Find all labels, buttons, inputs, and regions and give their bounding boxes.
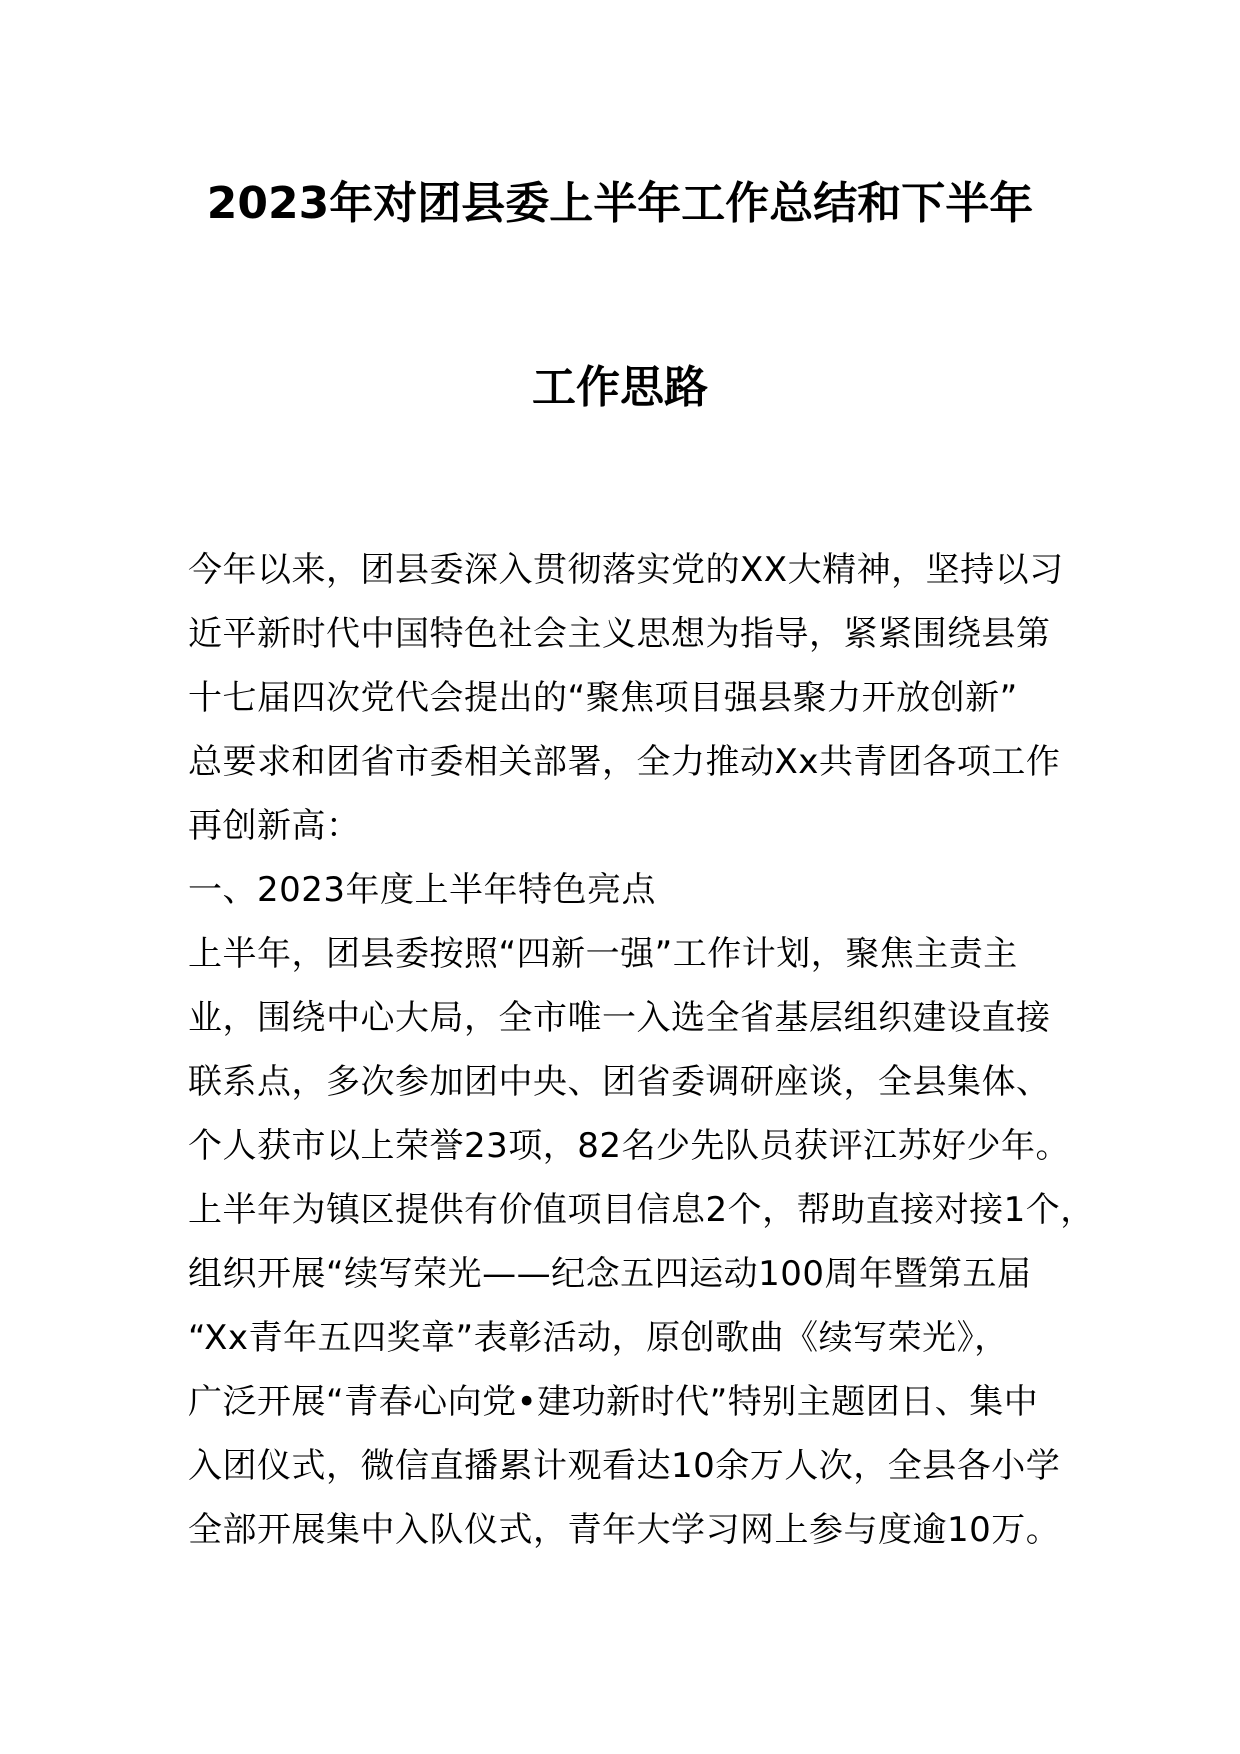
paragraph-line: 上半年为镇区提供有价值项目信息2个，帮助直接对接1个， [188, 1190, 1095, 1230]
paragraph-line: 十七届四次党代会提出的“聚焦项目强县聚力开放创新” [188, 678, 1018, 718]
paragraph-line: 再创新高： [188, 806, 361, 846]
document-title-line-1: 2023年对团县委上半年工作总结和下半年 [206, 178, 1034, 229]
paragraph-line: 业，围绕中心大局，全市唯一入选全省基层组织建设直接 [188, 998, 1051, 1038]
paragraph-line: 全部开展集中入队仪式，青年大学习网上参与度逾10万。 [188, 1510, 1061, 1550]
paragraph-line: 组织开展“续写荣光——纪念五四运动100周年暨第五届 [188, 1254, 1032, 1294]
paragraph-line: 广泛开展“青春心向党•建功新时代”特别主题团日、集中 [188, 1382, 1039, 1422]
paragraph-line: 入团仪式，微信直播累计观看达10余万人次，全县各小学 [188, 1446, 1061, 1486]
paragraph-line: 近平新时代中国特色社会主义思想为指导，紧紧围绕县第 [188, 614, 1051, 654]
paragraph-line: 联系点，多次参加团中央、团省委调研座谈，全县集体、 [188, 1062, 1051, 1102]
document-title-line-2: 工作思路 [532, 362, 708, 413]
paragraph-line: 今年以来，团县委深入贯彻落实党的XX大精神，坚持以习 [188, 550, 1064, 590]
paragraph-line: “Xx青年五四奖章”表彰活动，原创歌曲《续写荣光》， [188, 1318, 1009, 1358]
paragraph-line: 上半年，团县委按照“四新一强”工作计划，聚焦主责主 [188, 934, 1018, 974]
section-heading: 一、2023年度上半年特色亮点 [188, 870, 657, 910]
paragraph-line: 个人获市以上荣誉23项，82名少先队员获评江苏好少年。 [188, 1126, 1071, 1166]
paragraph-line: 总要求和团省市委相关部署，全力推动Xx共青团各项工作 [188, 742, 1061, 782]
